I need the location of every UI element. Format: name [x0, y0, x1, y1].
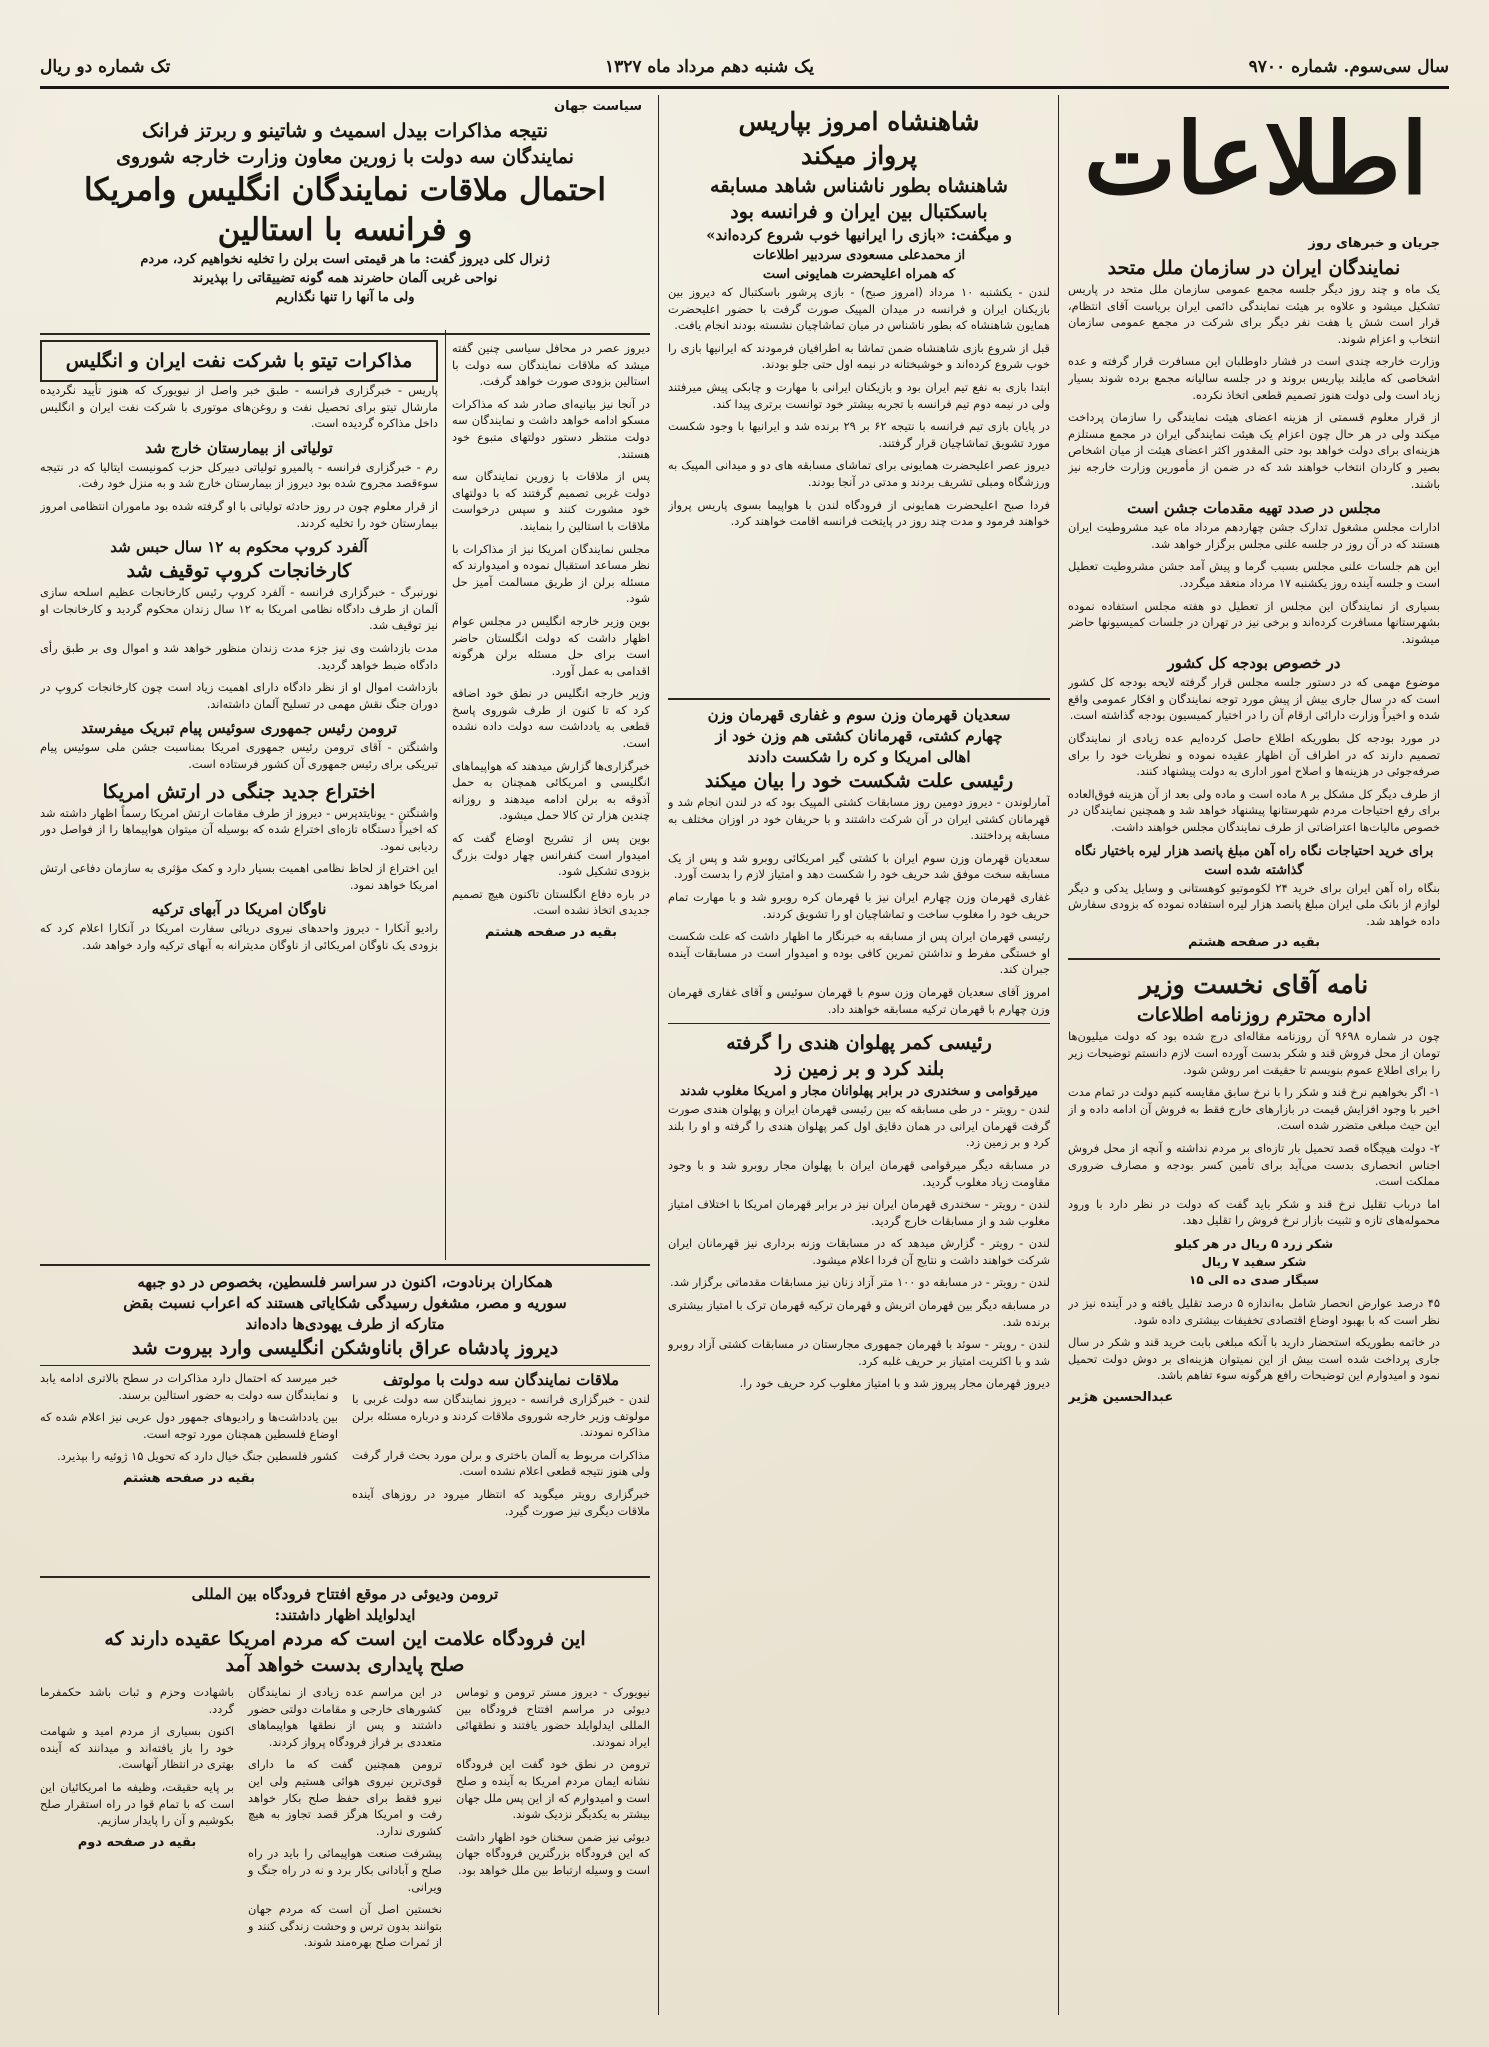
paragraph: دیوئی نیز ضمن سخنان خود اظهار داشت که این فرودگاه بزرگترین فرودگاه جهان است و وسیله ارتباط بین ملل خواهد بود. — [456, 1829, 650, 1877]
paragraph: ۴۵ درصد عوارض انحصار شامل به‌اندازه ۵ درصد تقلیل یافته و در آینده نیز در نظر است که با بهبود اوضاع اقتصادی تخفیفات بیشتری داده شود. — [1068, 1295, 1440, 1327]
two-col-wrap — [40, 1370, 650, 1525]
headline-indian-wrestler-2: بلند کرد و بر زمین زد — [773, 1058, 945, 1081]
headline-budget: در خصوص بودجه کل کشور — [1167, 654, 1341, 673]
paragraph: وزارت خارجه چندی است در فشار داوطلبان این مسافرت قرار گرفته و عده اشخاصی که مایلند بپاریس بروند و در جلسه سالیانه مجمع برده شوند بسیار زیاد است ولی دولت هنوز تصمیم قطعی اتخاذ نکرده. — [1068, 354, 1440, 402]
paragraph: این اختراع از لحاظ نظامی اهمیت بسیار دارد و کمک مؤثری به سازمان دفاعی ارتش امریکا خواهد نمود. — [40, 861, 438, 892]
paragraph: لندن - رویتر - در طی مسابقه که بین رئیسی قهرمان ایران و پهلوان هندی صورت گرفت قهرمان ایرانی در همان دقایق اول کمر پهلوان هندی را گرفته و او را بلند کرد و بر زمین زد. — [668, 1102, 1050, 1150]
paragraph: لندن - رویتر - گزارش میدهد که در مسابقات وزنه برداری نیز قهرمانان ایران شرکت خواهند داشت و نتایج آن فردا اعلام میشود. — [668, 1236, 1050, 1267]
signature: عبدالحسین هژیر — [1068, 1389, 1174, 1405]
paragraph: ترومن در نطق خود گفت این فرودگاه نشانه ایمان مردم امریکا به آینده و صلح است و امیدوارم که از این پس ملل جهان بیشتر به یکدیگر نزدیک شوند. — [456, 1757, 650, 1822]
paragraph: در مورد بودجه کل بطوریکه اطلاع حاصل کرده‌ایم عده زیادی از نمایندگان تصمیم دارند که در اطراف آن اظهار عقیده نموده و نظریات خود را برای صرفه‌جوئی در هزینه‌ها و اصلاح امور اداری به دولت پیشنهاد کنند. — [1068, 731, 1440, 779]
paragraph: ۱- اگر بخواهیم نرخ قند و شکر را با نرخ سابق مقایسه کنیم دولت در تمام مدت اخیر با وجود افزایش قیمت در بازارهای خارج فقط به فروش آن ادامه داده و از این حیث مبلغی متضرر شده است. — [1068, 1085, 1440, 1133]
continued-note: بقیه در صفحه هشتم — [122, 1470, 256, 1486]
section-rule — [1068, 958, 1440, 960]
section-label: جریان و خبرهای روز — [1308, 236, 1440, 251]
headline-un: نمایندگان ایران در سازمان ملل متحد — [1107, 257, 1401, 279]
center-column-sports — [668, 705, 1050, 2015]
paragraph: خبر میرسد که احتمال دارد مذاکرات در سطح بالاتری ادامه یابد و نمایندگان سه دولت به حضور استالین برسند. — [40, 1371, 338, 1402]
headline-negotiations: نتیجه مذاکرات بیدل اسمیث و شاتینو و ربرتز فرانک — [141, 120, 549, 142]
headline-wrestling-3: اهالی امریکا و کره را شکست دادند — [747, 748, 971, 766]
sub-column — [248, 1684, 442, 1957]
headline-peace-2: صلح پایداری بدست خواهد آمد — [225, 1654, 465, 1676]
headline-bernadotte: همکاران برنادوت، اکنون در سراسر فلسطین، بخصوص در دو جبهه — [137, 1273, 553, 1291]
paragraph: واشنگتن - یونایتدپرس - دیروز از طرف مقامات ارتش امریکا رسماً اظهار داشته شد که اخیراً دستگاه تازه‌ای اختراع شده که بوسیله آن میتوان هواپیماها را از فواصل دور ردیابی نمود. — [40, 805, 438, 853]
price-table — [1068, 1235, 1440, 1289]
left-news-column — [40, 340, 438, 1260]
paragraph: نیویورک - دیروز مستر ترومن و توماس دیوئی در مراسم افتتاح فرودگاه بین المللی ایدلوایلد حضور یافتند و نطقهائی ایراد نمودند. — [456, 1685, 650, 1749]
paragraph: لندن - رویتر - سوئد با قهرمان جمهوری مجارستان در مسابقات کشتی آزاد روبرو شد و با اکثریت امتیاز بر حریف غلبه کرد. — [668, 1337, 1050, 1368]
subhead-quote: و میگفت: «بازی را ایرانیها خوب شروع کرده‌اند» — [706, 226, 1012, 244]
paragraph: بسیاری از نمایندگان این مجلس از تعطیل دو هفته مجلس استفاده نموده بشهرستانها مسافرت کرده‌اند و برخی نیز در تهران در جلسات کمیسیونها حاضر میشوند. — [1068, 598, 1440, 646]
headline-idlewild-2: ایدلوایلد اظهار داشتند: — [274, 1606, 416, 1624]
paragraph: واشنگتن - آقای ترومن رئیس جمهوری امریکا بمناسبت جشن ملی سوئیس پیام تبریکی برای رئیس جمهوری آن کشور فرستاده است. — [40, 740, 438, 771]
paragraph: در مسابقه دیگر بین قهرمان اتریش و قهرمان ترکیه قهرمان ترک با امتیاز بیشتری برنده شد. — [668, 1298, 1050, 1329]
paragraph: در خاتمه بطوریکه استحضار دارید با آنکه مبلغی بابت خرید قند و شکر در سال جاری پرداخت شده است بیش از این نمیتوان هزینه‌ای بر دوش دولت تحمیل نمود و امیدوارم این توضیحات رافع هرگونه سوء تفاهم باشد. — [1068, 1335, 1440, 1383]
byline: از محمدعلی مسعودی سردبیر اطلاعات — [752, 248, 966, 263]
headline-invention: اختراع جدید جنگی در ارتش امریکا — [102, 780, 376, 803]
left-narrow-column — [452, 340, 650, 1260]
paragraph: پاریس - خبرگزاری فرانسه - طبق خبر واصل از نیویورک که هنوز تأیید نگردیده مارشال تیتو برای تحصیل نفت و روغن‌های موتوری با شرکت نفت ایران و انگلیس داخل مذاکره گردیده است. — [40, 383, 438, 431]
headline-togliatti: تولیاتی از بیمارستان خارج شد — [145, 438, 333, 457]
paragraph: امروز آقای سعدیان قهرمان وزن سوم با قهرمان سوئیس و آقای غفاری قهرمان وزن چهارم با قهرمان ترکیه مسابقه خواهند داد. — [668, 984, 1050, 1016]
subhead-basketball-2: باسکتبال بین ایران و فرانسه بود — [730, 201, 988, 223]
section-rule — [40, 1576, 650, 1578]
section-rule — [668, 698, 1050, 700]
paragraph: رئیسی قهرمان ایران پس از مسابقه به خبرنگار ما اظهار داشت که علت شکست او خستگی مفرط و نداشتن تمرین کافی بوده و امیدوار است در مسابقات آینده جبران کند. — [668, 929, 1050, 977]
section-rule — [40, 333, 650, 335]
price-row: شکر سفید ۷ ریال — [1201, 1254, 1307, 1269]
paragraph: بازداشت اموال او از نظر دادگاه دارای اهمیت زیاد است چون کارخانجات کروپ در دوران جنگ نقش مهمی در تسلیح آلمان داشته‌اند. — [40, 680, 438, 711]
paragraph: ابتدا بازی به نفع تیم ایران بود و بازیکنان ایرانی با مهارت و چابکی پیش میرفتند ولی در نیمه دوم تیم فرانسه با تجربه بیشتر خود توانست برتری پیدا کند. — [668, 379, 1050, 411]
paragraph: رادیو آنکارا - دیروز واحدهای نیروی دریائی سفارت امریکا در آنکارا اعلام کرد که بزودی یک ناوگان امریکائی از ناوگان مدیترانه به آبهای ترکیه وارد خواهد شد. — [40, 921, 438, 953]
headline-shah-paris-2: پرواز میکند — [801, 141, 917, 170]
subhead-basketball: شاهنشاه بطور ناشناس شاهد مسابقه — [710, 175, 1008, 197]
section-label: سیاست جهان — [554, 99, 642, 114]
headline-krupp: آلفرد کروپ محکوم به ۱۲ سال حبس شد — [110, 538, 368, 557]
headline-bernadotte-2: سوریه و مصر، مشغول رسیدگی شکایاتی هستند که اعراب نسبت بقض — [123, 1294, 567, 1312]
paragraph: این هم جلسات علنی مجلس بسبب گرما و پیش آمد جشن مشروطیت تعطیل است و جلسه آینده روز یکشنبه ۱۷ مرداد منعقد میگردد. — [1068, 559, 1440, 590]
headline-wrestling-2: چهارم کشتی، قهرمانان کشتی هم وزن خود از — [715, 727, 1003, 745]
paragraph: کشور فلسطین جنگ خیال دارد که تحویل ۱۵ ژوئیه را بپذیرد. — [57, 1449, 338, 1464]
paragraph: دیروز عصر اعلیحضرت همایونی برای تماشای مسابقه های دو و میدانی المپیک به ورزشگاه ومبلی تشریف بردند و مدتی در آنجا بودند. — [668, 458, 1050, 489]
paragraph: بین یادداشت‌ها و رادیوهای جمهور دول عربی نیز اعلام شده که اوضاع فلسطین همچنان مورد توجه است. — [40, 1410, 338, 1441]
dateline — [40, 52, 1449, 82]
paragraph: وزیر خارجه انگلیس در نطق خود اضافه کرد که تا کنون از طرف شوروی پاسخ قطعی به یادداشت سه دولت داده نشده است. — [452, 686, 650, 751]
headline-negotiations-2: نمایندگان سه دولت با زورین معاون وزارت خارجه شوروی — [116, 146, 574, 168]
issue-info: سال سی‌سوم. شماره ۹۷۰۰ — [1248, 57, 1449, 77]
column-rule — [445, 330, 446, 1260]
headline-majlis: مجلس در صدد تهیه مقدمات جشن است — [1127, 499, 1381, 518]
paragraph: بنگاه راه آهن ایران برای خرید ۲۴ لکوموتیو کوهستانی و وسایل یدکی و دیگر لوازم از بانک ملی ایران مبلغ پانصد هزار لیره استفاده نموده که بزودی سفارش داده خواهد شد. — [1068, 880, 1440, 928]
sub-column — [456, 1684, 650, 1957]
paragraph: لندن - رویتر - سخندری قهرمان ایران نیز در برابر قهرمان امریکا با اختلاف امتیاز مغلوب شد و از مسابقات خارج گردید. — [668, 1197, 1050, 1228]
paragraph: در باره دفاع انگلستان تاکنون هیچ تصمیم جدیدی اتخاذ نشده است. — [452, 886, 650, 918]
headline-molotov: ملاقات نمایندگان سه دولت با مولوتف — [382, 1371, 620, 1389]
headline-raeisi: رئیسی علت شکست خود را بیان میکند — [704, 770, 1014, 792]
headline-bernadotte-3: متارکه از طرف یهودی‌ها داده‌اند — [245, 1315, 445, 1333]
price-row: سیگار صدی ده الی ۱۵ — [1189, 1272, 1319, 1287]
headline-railway: برای خرید احتیاجات نگاه راه آهن مبلغ پانصد هزار لیره باختیار نگاه گذاشته شده است — [1074, 843, 1434, 878]
paragraph: ترومن همچنین گفت که ما دارای قوی‌ترین نیروی هوائی هستیم ولی این نیرو فقط برای حفظ صلح بکار خواهد رفت و امریکا هرگز قصد تجاوز به هیچ کشوری ندارد. — [248, 1757, 442, 1838]
paragraph: مدت بازداشت وی نیز جزء مدت زندان منظور خواهد شد و اموال وی بر طبق رأی دادگاه ضبط خواهد گردید. — [40, 640, 438, 672]
byline-2: که همراه اعلیحضرت همایونی است — [762, 267, 956, 282]
paragraph: بوین پس از تشریح اوضاع گفت که امیدوار است کنفرانس چهار دولت بزرگ بزودی تشکیل شود. — [452, 831, 650, 879]
headline-pm-letter: نامه آقای نخست وزیر — [1139, 970, 1369, 1000]
headline-stalin: احتمال ملاقات نمایندگان انگلیس وامریکا — [84, 172, 606, 208]
right-column — [1068, 232, 1440, 2022]
continued-note: بقیه در صفحه هشتم — [1187, 935, 1321, 951]
paragraph: در این مراسم عده زیادی از نمایندگان کشورهای خارجی و مقامات دولتی حضور داشتند و پس از نطقها هواپیماهای متعددی بر فراز فرودگاه پرواز کردند. — [248, 1685, 442, 1749]
continued-note: بقیه در صفحه دوم — [77, 1834, 197, 1850]
quote-clay: ژنرال کلی دیروز گفت: ما هر قیمتی است برلن را تخلیه نخواهیم کرد، مردم — [140, 252, 550, 267]
column-rule — [1058, 95, 1059, 2015]
paragraph: لندن - یکشنبه ۱۰ مرداد (امروز صبح) - بازی پرشور باسکتبال که دیروز بین بازیکنان ایران و فرانسه در میدان المپیک صورت گرفت با حضور اعلیحضرت همایون شاهنشاه که بطور ناشناس در میان تماشاچیان نشسته بودند انجام یافت. — [668, 285, 1050, 333]
paragraph: مذاکرات مربوط به آلمان باختری و برلن مورد بحث قرار گرفت ولی هنوز نتیجه قطعی اعلام نشده است. — [352, 1447, 650, 1479]
paragraph: اکنون بسیاری از مردم امید و شهامت خود را باز یافته‌اند و میدانند که آینده بهتری در انتظار آنهاست. — [40, 1724, 234, 1772]
headline-iraq-king: دیروز پادشاه عراق باناوشکن انگلیسی وارد بیروت شد — [131, 1337, 559, 1359]
paragraph: خبرگزاری‌ها گزارش میدهند که هواپیماهای انگلیسی و امریکائی همچنان به حمل آذوقه به برلن ادامه میدهند و روزانه چندین هزار تن کالا حمل میشود. — [452, 758, 650, 823]
paragraph: دیروز قهرمان مجار پیروز شد و با امتیاز مغلوب کرد حریف خود را. — [739, 1376, 1050, 1391]
three-col-wrap — [40, 1684, 650, 1957]
headline-truman-swiss: ترومن رئیس جمهوری سوئیس پیام تبریک میفرستد — [81, 719, 397, 738]
headline-indian-wrestler: رئیسی کمر پهلوان هندی را گرفته — [726, 1032, 992, 1055]
paragraph: قبل از شروع بازی شاهنشاه ضمن تماشا به اطرافیان فرمودند که ایرانیها بازی را خوب شروع کرده‌اند و خوشبختانه در نیمه اول حتی جلو بودند. — [668, 340, 1050, 372]
paragraph: نخستین اصل آن است که مردم جهان بتوانند بدون ترس و وحشت زندگی کنند و از ثمرات صلح بهره‌مند شوند. — [248, 1902, 442, 1950]
headline-peace: این فرودگاه علامت این است که مردم امریکا عقیده دارند که — [104, 1628, 586, 1650]
paragraph: باشهادت وحزم و ثبات باشد حکمفرما گردد. — [40, 1685, 234, 1716]
paragraph: بر پایه حقیقت، وظیفه ما امریکائیان این است که با تمام قوا در راه استقرار صلح بکوشیم و آن را پایدار سازیم. — [40, 1779, 234, 1828]
headline-krupp-2: کارخانجات کروپ توقیف شد — [126, 560, 352, 583]
headline-idlewild: ترومن ودیوئی در موقع افتتاح فرودگاه بین المللی — [191, 1585, 499, 1603]
headline-wrestling: سعدیان قهرمان وزن سوم و غفاری قهرمان وزن — [707, 706, 1011, 724]
paragraph: پس از ملاقات با زورین نمایندگان سه دولت غربی تصمیم گرفتند که با دولتهای خود مشورت کنند و سپس درخواست ملاقات با استالین را بنمایند. — [452, 469, 650, 533]
left-bottom-block — [40, 1584, 650, 2014]
masthead-logo: اطلاعات — [1083, 102, 1429, 217]
paragraph: پیشرفت صنعت هواپیمائی را باید در راه صلح و آبادانی بکار برد و نه در راه جنگ و ویرانی. — [248, 1846, 442, 1894]
issue-price: تک شماره دو ریال — [40, 57, 171, 77]
paragraph: از قرار معلوم چون در روز حادثه تولیاتی با او گرفته شده بود ماموران انتظامی امروز بیمارستان خود را تخلیه کردند. — [40, 498, 438, 530]
paragraph: در مسابقه دیگر میرقوامی قهرمان ایران با پهلوان مجار روبرو شد و با وجود مقاومت زیاد مغلوب گردید. — [668, 1157, 1050, 1189]
sub-column-right — [352, 1370, 650, 1525]
paragraph: غفاری قهرمان وزن چهارم ایران نیز با قهرمان کره روبرو شد و با مهارت تمام حریف خود را مغلوب ساخت و تماشاچیان او را تشویق کردند. — [668, 889, 1050, 921]
paragraph: در آنجا نیز بیانیه‌ای صادر شد که مذاکرات مسکو ادامه خواهد داشت و نمایندگان سه دولت منتظر دستور دولتهای متبوع خود هستند. — [452, 396, 650, 461]
paragraph: اما درباب تقلیل نرخ قند و شکر باید گفت که دولت در نظر دارد با ورود محموله‌های تازه و تثبیت بازار نرخ فروش را تقلیل دهد. — [1068, 1196, 1440, 1228]
subhead-defeats: میرقوامی و سخندری در برابر پهلوانان مجار و امریکا مغلوب شدند — [679, 1084, 1039, 1100]
paragraph: آمارلوندن - دیروز دومین روز مسابقات کشتی المپیک بود که در لندن انجام شد و قهرمانان کشتی ایران در آن شرکت داشتند و با حریفان خود در اوزان مختلف به مسابقه پرداختند. — [668, 795, 1050, 843]
paragraph: فردا صبح اعلیحضرت همایونی از فرودگاه لندن با هواپیما بسوی پاریس پرواز خواهند فرمود و مدت چند روز در پایتخت فرانسه اقامت خواهند کرد. — [668, 497, 1050, 529]
subhead-pm-letter: اداره محترم روزنامه اطلاعات — [1136, 1004, 1372, 1027]
headline-shah-paris: شاهنشاه امروز بپاریس — [738, 107, 980, 136]
headline-stalin-2: و فرانسه با استالین — [217, 212, 473, 248]
paragraph: خبرگزاری رویتر میگوید که انتظار میرود در روزهای آینده ملاقات دیگری نیز صورت گیرد. — [352, 1486, 650, 1518]
paragraph: لندن - رویتر - در مسابقه دو ۱۰۰ متر آزاد زنان نیز مسابقات مقدماتی برگزار شد. — [669, 1275, 1050, 1290]
paragraph: از قرار معلوم قسمتی از هزینه اعضای هیئت نمایندگی را سازمان پرداخت میکند ولی در هر حال چون اعزام یک هیئت نمایندگی ایران در مجمع مستلزم هزینه‌ای برای دولت خواهد بود حتی المقدور اکثر اعضای هیئت از میان اشخاص بصیر و کاردان انتخاب خواهند شد که در ضمن از مأمورین وزارت خارجه نیز باشند. — [1068, 410, 1440, 491]
paragraph: بوین وزیر خارجه انگلیس در مجلس عوام اظهار داشت که دولت انگلستان حاضر است برای حل مسئله برلن هرگونه اقدامی به عمل آورد. — [452, 613, 650, 678]
paragraph: ادارات مجلس مشغول تدارک جشن چهاردهم مرداد ماه عید مشروطیت ایران هستند که در آن روز در جلسه علنی مجلس برگزار خواهد شد. — [1068, 520, 1440, 551]
paragraph: از طرف دیگر کل مشکل بر ۸ ماده است و ماده ولی بعد از آن هزینه فوق‌العاده برای رفع احتیاجات مردم شهرستانها پیشنهاد خواهد شد و همچنین نمایندگان در خصوص مالیات‌ها اعتراضاتی از طرف نمایندگان مجلس خواهند داشت. — [1068, 786, 1440, 835]
paragraph: لندن - خبرگزاری فرانسه - دیروز نمایندگان سه دولت غربی با مولوتف وزیر خارجه شوروی ملاقات کردند و درباره مسئله برلن مذاکره نمودند. — [352, 1392, 650, 1440]
paragraph: رم - خبرگزاری فرانسه - پالمیرو تولیاتی دبیرکل حزب کمونیست ایتالیا که در نتیجه سوءقصد مجروح شده بود دیروز از بیمارستان خارج شد و به منزل خود رفت. — [40, 459, 438, 491]
quote-clay-3: ولی ما آنها را تنها نگذاریم — [275, 290, 415, 305]
quote-clay-2: نواحی غربی آلمان حاضرند همه گونه تضییقاتی را بپذیرند — [192, 271, 498, 286]
continued-note: بقیه در صفحه هشتم — [484, 925, 618, 940]
section-rule — [40, 1365, 650, 1366]
price-row: شکر زرد ۵ ریال در هر کیلو — [1174, 1236, 1334, 1251]
paragraph: سعدیان قهرمان وزن سوم ایران با کشتی گیر امریکائی روبرو شد و پس از یک مسابقه سخت موفق شد حریف خود را شکست دهد و امتیاز لازم را بدست آورد. — [668, 850, 1050, 882]
column-rule — [658, 95, 659, 2015]
headline-navy-turkey: ناوگان امریکا در آبهای ترکیه — [151, 900, 327, 919]
paragraph: نورنبرگ - خبرگزاری فرانسه - آلفرد کروپ رئیس کارخانجات عظیم اسلحه سازی آلمان از طرف دادگاه نظامی امریکا به ۱۲ سال زندان محکوم گردید و کارخانجات او نیز توقیف شد. — [40, 585, 438, 633]
top-rule — [40, 86, 1449, 89]
sub-column — [40, 1684, 234, 1957]
left-top-block — [40, 95, 650, 330]
center-column-top — [668, 105, 1050, 695]
paragraph: مجلس نمایندگان امریکا نیز از مذاکرات با نظر مساعد استقبال نموده و امیدوارند که مسئله برلن از طریق مسالمت آمیز حل شود. — [452, 541, 650, 606]
paragraph: در پایان بازی تیم فرانسه با نتیجه ۶۲ بر ۲۹ برنده شد و ایرانیها با وجود شکست مورد تشویق تماشاچیان قرار گرفتند. — [668, 419, 1050, 450]
left-lower-block — [40, 1272, 650, 1572]
paragraph: موضوع مهمی که در دستور جلسه مجلس قرار گرفته لایحه بودجه کل کشور است که در سال جاری بیش از پیش مورد توجه نمایندگان و افکار عمومی واقع شده و اخیراً وزارت دارائی ارقام آن را در اختیار کمیسیون بودجه گذاشته است. — [1068, 675, 1440, 723]
paragraph: دیروز عصر در محافل سیاسی چنین گفته میشد که ملاقات نمایندگان سه دولت با استالین بزودی صورت خواهد گرفت. — [452, 341, 650, 389]
headline-tito-oil: مذاکرات تیتو با شرکت نفت ایران و انگلیس — [40, 340, 438, 382]
issue-date: یک شنبه دهم مرداد ماه ۱۳۲۷ — [604, 57, 815, 77]
paragraph: یک ماه و چند روز دیگر جلسه مجمع عمومی سازمان ملل متحد در پاریس تشکیل میشود و علاوه بر هیئت نمایندگی دائمی ایران بریاست آقای انتظام، قرار است شش یا هفت نفر دیگر برای شرکت در مجمع عمومی سازمان انتخاب و اعزام شوند. — [1068, 282, 1440, 346]
paragraph: ۲- دولت هیچگاه قصد تحمیل بار تازه‌ای بر مردم نداشته و آنچه از محل فروش اجناس انحصاری بدست می‌آید برای تأمین کسر بودجه و مصارف ضروری مملکت است. — [1068, 1140, 1440, 1189]
paragraph: چون در شماره ۹۶۹۸ آن روزنامه مقاله‌ای درج شده بود که دولت میلیون‌ها تومان از محل فروش قند و شکر بدست آورده است لازم دانستم توضیحات زیر را برای اطلاع عموم بنویسم تا حقیقت امر روشن شود. — [1068, 1029, 1440, 1077]
sub-column-left — [40, 1370, 338, 1525]
section-rule — [668, 1023, 1050, 1024]
section-rule — [40, 1264, 650, 1266]
